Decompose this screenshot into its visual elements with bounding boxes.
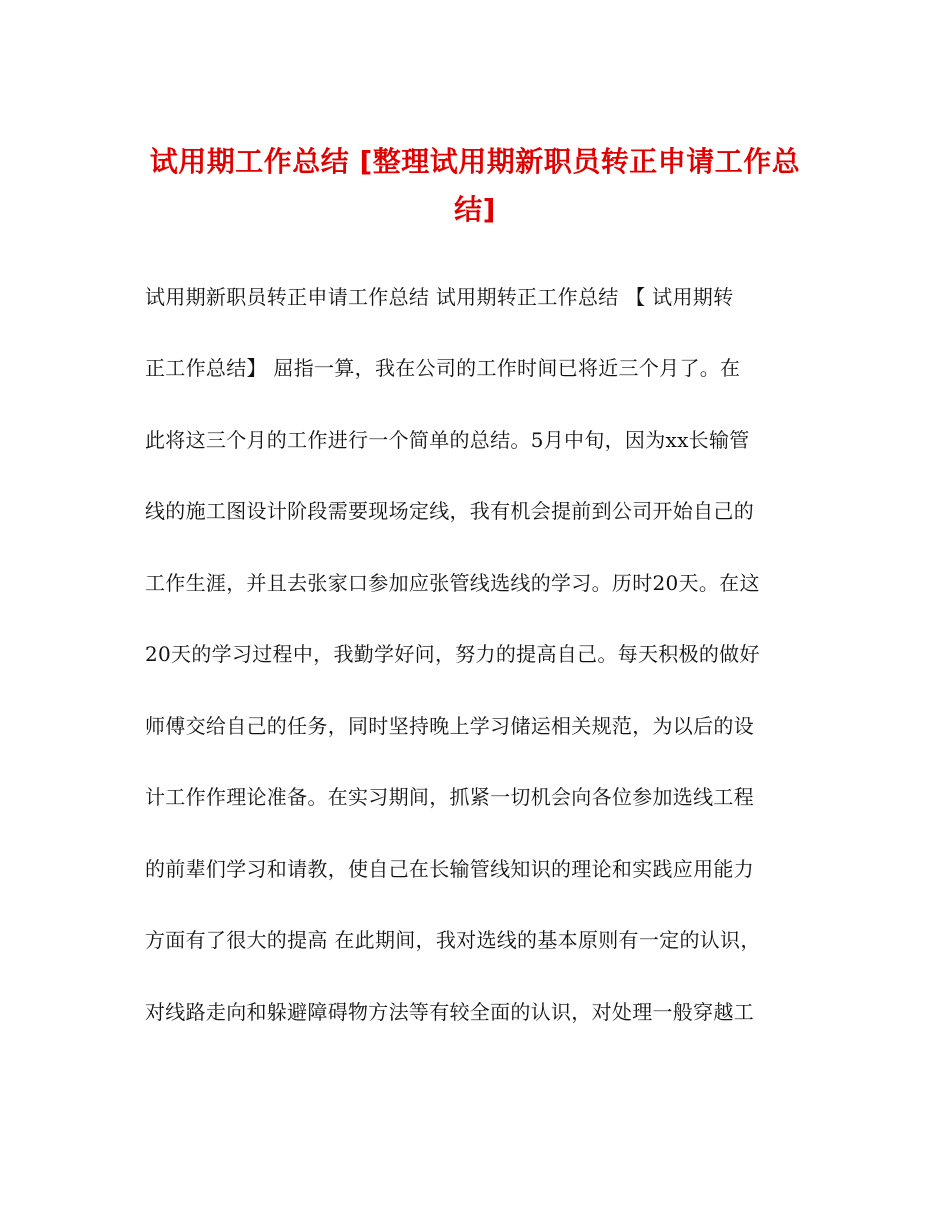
body-line: 师傅交给自己的任务，同时坚持晚上学习储运相关规范，为以后的设 — [145, 714, 754, 738]
body-line: 20天的学习过程中，我勤学好问，努力的提高自己。每天积极的做好 — [145, 642, 760, 666]
body-line: 的前辈们学习和请教，使自己在长输管线知识的理论和实践应用能力 — [145, 857, 754, 881]
body-line: 对线路走向和躲避障碍物方法等有较全面的认识，对处理一般穿越工 — [145, 1000, 754, 1024]
document-title: 试用期工作总结 [整理试用期新职员转正申请工作总结] — [149, 145, 801, 226]
body-line: 工作生涯，并且去张家口参加应张管线选线的学习。历时20天。在这 — [145, 571, 760, 595]
body-line: 试用期新职员转正申请工作总结 试用期转正工作总结 【 试用期转 — [145, 285, 734, 309]
body-line: 方面有了很大的提高 在此期间，我对选线的基本原则有一定的认识， — [145, 928, 761, 952]
body-line: 此将这三个月的工作进行一个简单的总结。5月中旬，因为xx长输管 — [145, 428, 750, 452]
body-line: 正工作总结】 屈指一算，我在公司的工作时间已将近三个月了。在 — [145, 356, 741, 380]
body-line: 线的施工图设计阶段需要现场定线，我有机会提前到公司开始自己的 — [145, 499, 754, 523]
body-line: 计工作作理论准备。在实习期间，抓紧一切机会向各位参加选线工程 — [145, 785, 754, 809]
